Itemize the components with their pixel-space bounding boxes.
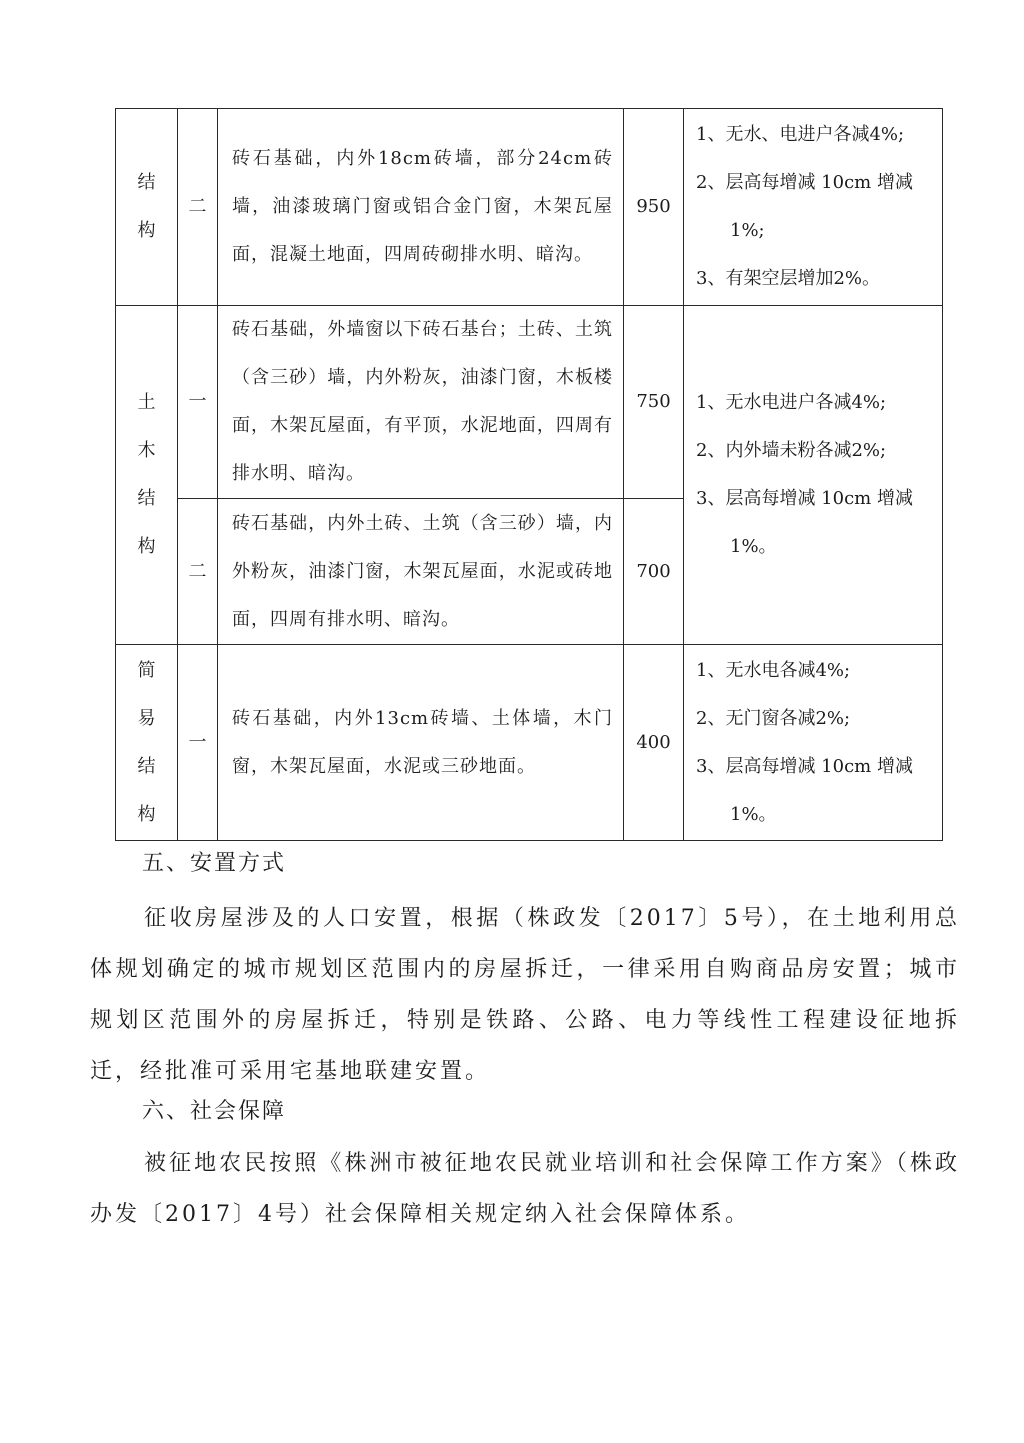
paragraph-placement: 征收房屋涉及的人口安置，根据（株政发〔2017〕5号），在土地利用总体规划确定的城市规划区范围内的房屋拆迁，一律采用自购商品房安置；城市规划区范围外的房屋拆迁，特别是铁路、公路、电力等线性工程建设征地拆迁，经批准可采用宅基地联建安置。	[90, 906, 960, 1084]
description-cell: 砖石基础，内外13cm砖墙、土体墙，木门窗，木架瓦屋面，水泥或三砂地面。	[218, 645, 624, 841]
structure-type: 结构	[137, 172, 156, 241]
grade-cell: 二	[178, 499, 218, 645]
notes-cell	[684, 306, 943, 645]
notes-cell	[684, 109, 943, 306]
note-line: 1、无水、电进户各减4%;	[696, 124, 905, 145]
structure-type-cell	[116, 306, 178, 645]
note-line: 2、层高每增减 10cm 增减	[696, 172, 913, 193]
price-cell: 950	[624, 109, 684, 306]
description-cell: 砖石基础，内外18cm砖墙，部分24cm砖墙，油漆玻璃门窗或铝合金门窗，木架瓦屋面，混凝土地面，四周砖砌排水明、暗沟。	[218, 109, 624, 306]
notes-cell	[684, 645, 943, 841]
note-line: 3、层高每增减 10cm 增减	[696, 755, 913, 777]
note-line: 1、无水电各减4%;	[696, 659, 851, 681]
price-cell: 400	[624, 645, 684, 841]
price-cell: 750	[624, 306, 684, 499]
table-row	[116, 645, 943, 841]
paragraph-social-security: 被征地农民按照《株洲市被征地农民就业培训和社会保障工作方案》（株政办发〔2017〕4号）社会保障相关规定纳入社会保障体系。	[90, 1151, 960, 1227]
structure-type: 简易结构	[137, 659, 156, 825]
note-line: 1%。	[730, 536, 777, 557]
price-cell: 700	[624, 499, 684, 645]
description-cell: 砖石基础，内外土砖、土筑（含三砂）墙，内外粉灰，油漆门窗，木架瓦屋面，水泥或砖地面，四周有排水明、暗沟。	[218, 499, 624, 645]
section-heading-placement: 五、安置方式	[142, 851, 287, 876]
structure-type-cell	[116, 645, 178, 841]
section-heading-social-security: 六、社会保障	[142, 1099, 287, 1124]
note-line: 3、层高每增减 10cm 增减	[696, 488, 913, 509]
note-line: 3、有架空层增加2%。	[696, 268, 881, 289]
table-row	[116, 109, 943, 306]
structure-type-cell	[116, 109, 178, 306]
table-row	[116, 306, 943, 499]
note-line: 2、无门窗各减2%;	[696, 707, 851, 729]
grade-cell: 一	[178, 645, 218, 841]
grade-cell: 二	[178, 109, 218, 306]
note-line: 2、内外墙未粉各减2%;	[696, 440, 887, 461]
structure-type: 土木结构	[137, 392, 156, 557]
note-line: 1%。	[730, 803, 777, 825]
grade-cell: 一	[178, 306, 218, 499]
note-line: 1%;	[730, 220, 765, 241]
description-cell: 砖石基础，外墙窗以下砖石基台；土砖、土筑（含三砂）墙，内外粉灰，油漆门窗，木板楼面，木架瓦屋面，有平顶，水泥地面，四周有排水明、暗沟。	[218, 306, 624, 499]
compensation-table	[115, 108, 943, 841]
note-line: 1、无水电进户各减4%;	[696, 392, 887, 413]
